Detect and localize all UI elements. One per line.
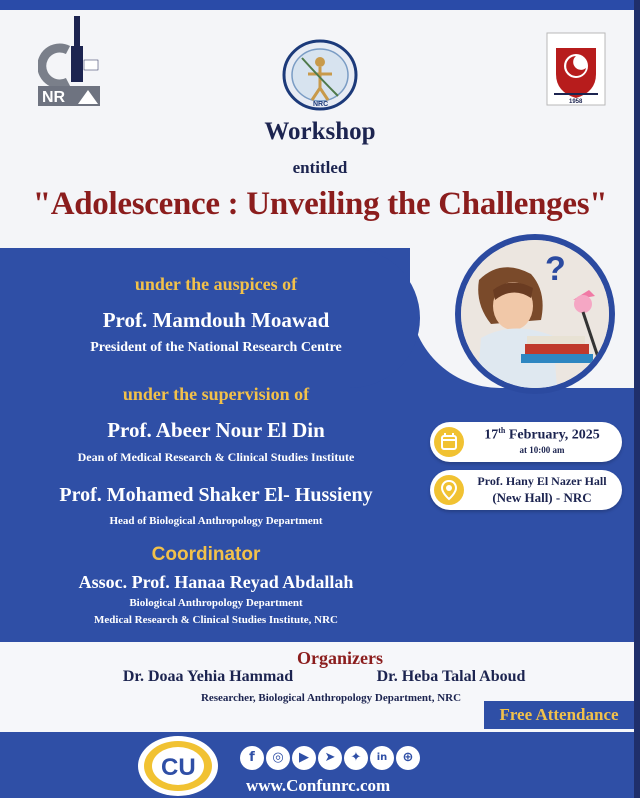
coordinator-heading: Coordinator	[151, 544, 261, 565]
youtube-icon[interactable]: ▶	[292, 746, 316, 770]
calendar-icon	[434, 427, 464, 457]
auspices-heading: under the auspices of	[134, 274, 298, 294]
supervision-heading: under the supervision of	[122, 384, 310, 404]
svg-text:CU: CU	[161, 754, 196, 781]
supervisor-2-role: Head of Biological Anthropology Department	[109, 515, 323, 527]
institute-logo	[280, 38, 360, 112]
event-date: 17th February, 2025	[484, 426, 600, 443]
event-time: at 10:00 am	[519, 445, 565, 455]
date-pill	[430, 422, 622, 462]
venue-line-1: Prof. Hany El Nazer Hall	[477, 474, 607, 488]
teen-photo	[461, 240, 609, 388]
organizers-affiliation: Researcher, Biological Anthropology Department, NRC	[200, 692, 462, 704]
nrc-logo	[38, 16, 100, 106]
globe-icon[interactable]: ⊕	[396, 746, 420, 770]
svg-text:NRC: NRC	[313, 101, 329, 108]
venue-line-2: (New Hall) - NRC	[492, 490, 592, 505]
linkedin-icon[interactable]: in	[370, 746, 394, 770]
telegram-icon[interactable]: ➤	[318, 746, 342, 770]
facebook-icon[interactable]: f	[240, 746, 264, 770]
photo-frame	[455, 234, 615, 394]
organizer-1-name: Dr. Doaa Yehia Hammad	[122, 668, 294, 685]
conference-unit-logo	[136, 730, 220, 798]
top-bar	[0, 0, 640, 10]
coordinator-dept: Biological Anthropology Department	[129, 597, 303, 609]
instagram-icon[interactable]: ◎	[266, 746, 290, 770]
supervisor-2-name: Prof. Mohamed Shaker El- Hussieny	[59, 484, 373, 506]
svg-text:1958: 1958	[569, 99, 583, 105]
coordinator-institute: Medical Research & Clinical Studies Institute, NRC	[94, 614, 338, 626]
organizers-heading: Organizers	[297, 648, 383, 668]
location-pin-icon	[434, 475, 464, 505]
auspices-name: Prof. Mamdouh Moawad	[102, 308, 330, 332]
twitter-icon[interactable]: ✦	[344, 746, 368, 770]
workshop-label: Workshop	[264, 118, 376, 145]
svg-text:NR: NR	[42, 89, 66, 106]
free-attendance-badge: Free Attendance	[484, 701, 634, 729]
coordinator-name: Assoc. Prof. Hanaa Reyad Abdallah	[78, 572, 354, 592]
right-edge	[634, 0, 640, 798]
website-link[interactable]: www.Confunrc.com	[246, 776, 391, 795]
supervisor-1-role: Dean of Medical Research & Clinical Studies Institute	[77, 450, 355, 464]
workshop-title: "Adolescence : Unveiling the Challenges"	[32, 186, 608, 222]
venue-pill	[430, 470, 622, 510]
entitled-label: entitled	[292, 158, 348, 177]
organizer-2-name: Dr. Heba Talal Aboud	[376, 668, 526, 685]
medical-institute-logo	[546, 32, 606, 106]
supervisor-1-name: Prof. Abeer Nour El Din	[107, 418, 325, 442]
teen-illustration	[461, 240, 609, 388]
svg-text:?: ?	[545, 250, 566, 288]
auspices-role: President of the National Research Centre	[90, 340, 342, 355]
